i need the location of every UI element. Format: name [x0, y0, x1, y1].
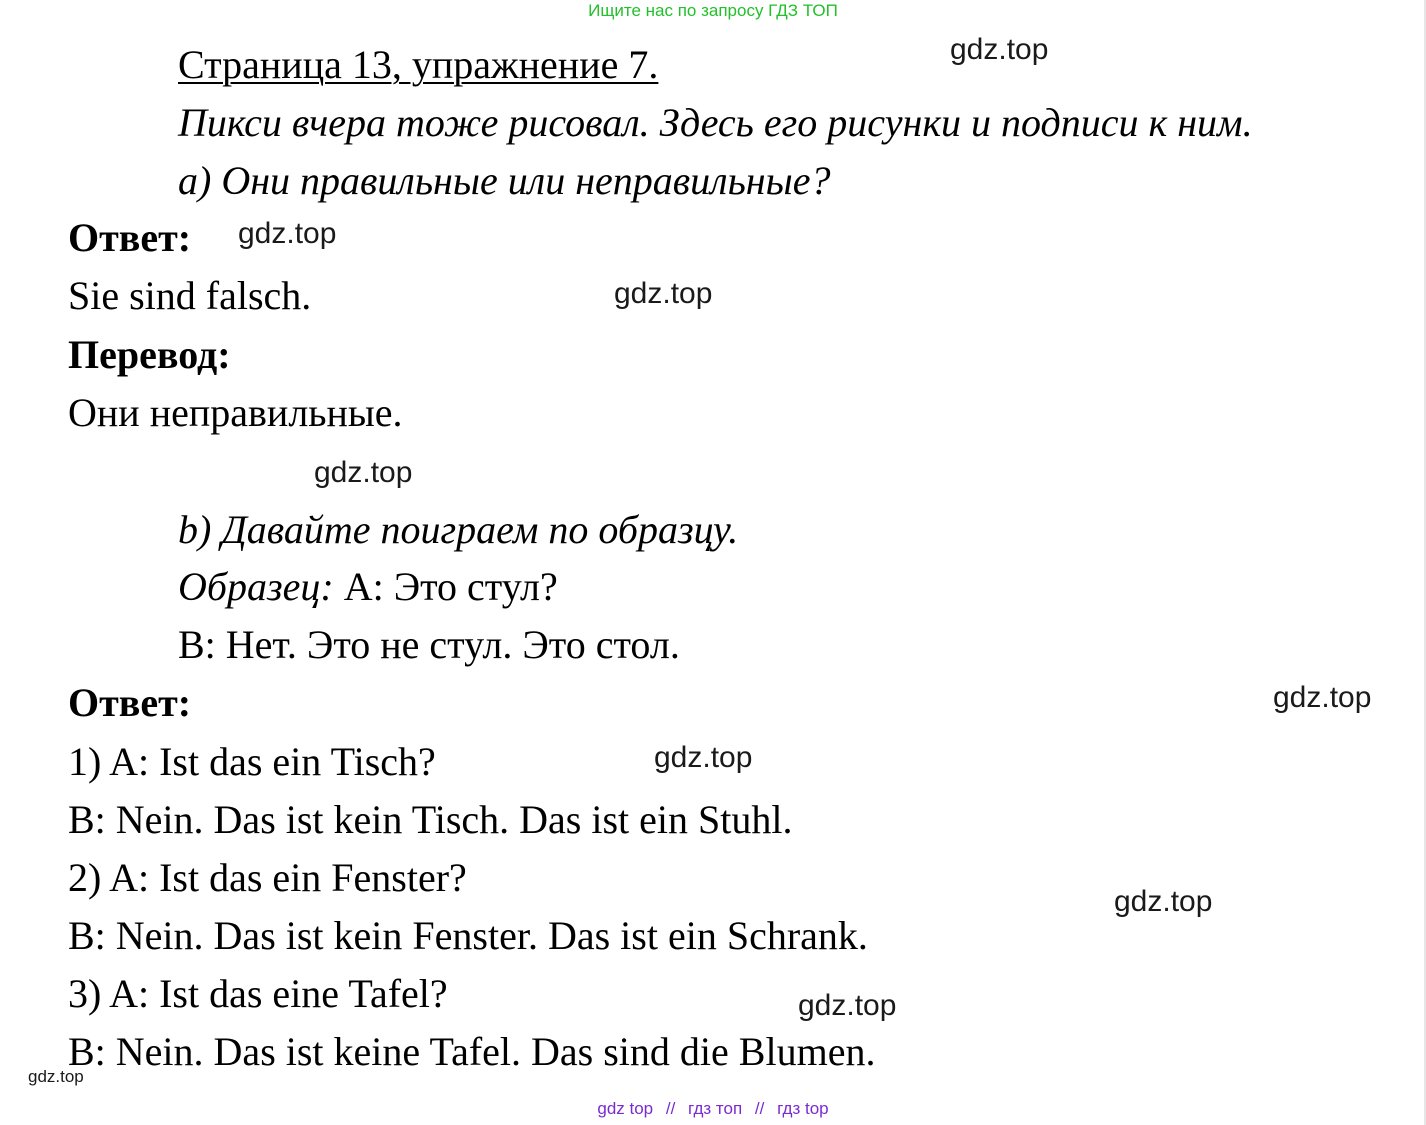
answer-line-3: 2) A: Ist das ein Fenster? — [68, 855, 467, 900]
watermark: gdz.top — [1114, 885, 1213, 918]
sample-line-b: B: Нет. Это не стул. Это стол. — [178, 622, 680, 667]
watermark: gdz.top — [238, 217, 337, 250]
watermark: gdz.top — [614, 277, 713, 310]
answer-label: Ответ: — [68, 215, 192, 260]
answer-line-6: B: Nein. Das ist keine Tafel. Das sind die Blumen. — [68, 1029, 876, 1074]
answer-label-b: Ответ: — [68, 680, 192, 725]
footer-separator: // — [665, 1099, 676, 1118]
footer-links — [0, 1099, 1426, 1119]
answer-line-2: B: Nein. Das ist kein Tisch. Das ist ein Stuhl. — [68, 797, 793, 842]
sample-label: Образец: — [178, 564, 334, 609]
search-banner: Ищите нас по запросу ГДЗ ТОП — [588, 1, 838, 20]
footer-link-gdz-top-mixed[interactable]: гдз top — [777, 1099, 829, 1118]
task-b-instruction: b) Давайте поиграем по образцу. — [178, 507, 739, 552]
task-description: Пикси вчера тоже рисовал. Здесь его рисунки и подписи к ним. — [178, 100, 1253, 145]
sample-question: A: Это стул? — [343, 564, 558, 609]
answer-line-1: 1) A: Ist das ein Tisch? — [68, 739, 436, 784]
task-a-question: а) Они правильные или неправильные? — [178, 158, 831, 203]
translation-text: Они неправильные. — [68, 390, 403, 435]
sample-line-a — [178, 564, 558, 610]
footer-link-gdz-top[interactable]: gdz top — [597, 1099, 654, 1118]
watermark: gdz.top — [314, 456, 413, 489]
footer-link-gdz-top-ru[interactable]: гдз топ — [688, 1099, 743, 1118]
watermark: gdz.top — [1273, 681, 1372, 714]
answer-a-text: Sie sind falsch. — [68, 273, 312, 318]
translation-label: Перевод: — [68, 332, 231, 377]
answer-line-4: B: Nein. Das ist kein Fenster. Das ist ein Schrank. — [68, 913, 868, 958]
watermark: gdz.top — [950, 33, 1049, 66]
answer-line-5: 3) A: Ist das eine Tafel? — [68, 971, 448, 1016]
watermark: gdz.top — [654, 741, 753, 774]
watermark: gdz.top — [28, 1067, 84, 1086]
watermark: gdz.top — [798, 989, 897, 1022]
footer-separator: // — [754, 1099, 765, 1118]
page-title: Страница 13, упражнение 7. — [178, 42, 659, 87]
